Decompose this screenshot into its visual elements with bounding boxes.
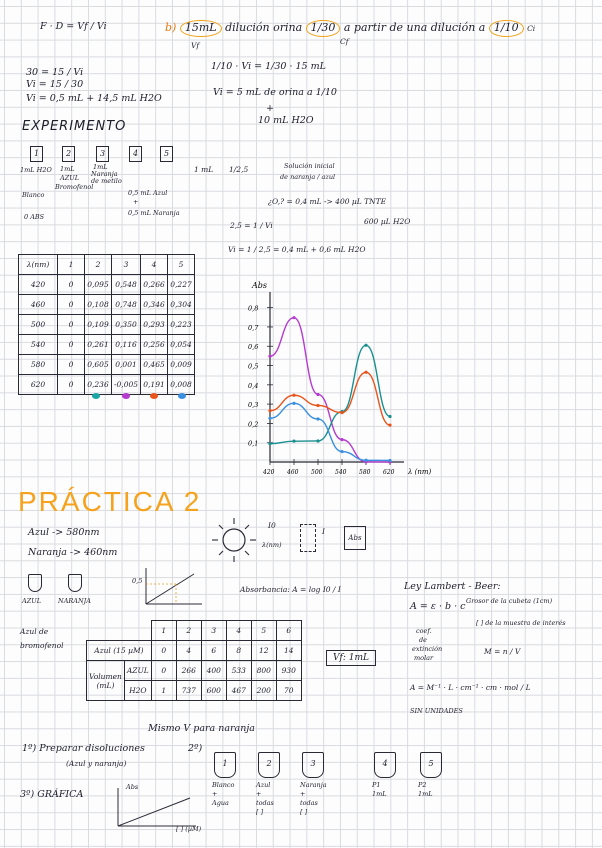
question-2: 600 µL H2O: [364, 217, 411, 226]
dilution-formula: F · D = Vf / Vi: [40, 21, 107, 32]
bottom-graph-y: Abs: [126, 783, 139, 791]
value-cell: 0,191: [141, 375, 168, 395]
tube-2-label: Azul: [256, 781, 271, 789]
value-cell: 0: [58, 295, 85, 315]
step-1b: (Azul y naranja): [66, 759, 127, 768]
mini-plot-y: 0,5: [132, 577, 143, 585]
value-cell: 0,116: [112, 335, 141, 355]
tube-2: 2: [258, 752, 280, 778]
volume-label-cell: [87, 661, 125, 701]
tube2-vol: 1mL: [60, 165, 75, 173]
eq-2: Vi = 5 mL de orina a 1/10: [213, 87, 337, 98]
column-header: 2: [176, 621, 201, 641]
solution-title-1: Solución inicial: [284, 162, 335, 170]
tube-1-label: Agua: [212, 799, 229, 807]
series-point: [340, 411, 343, 414]
series-point: [316, 439, 319, 442]
tube-4-label: 1mL: [372, 790, 387, 798]
value-cell: 0,009: [168, 355, 195, 375]
tube-4: 4: [129, 146, 142, 162]
tube3-sub: de metilo: [91, 177, 122, 185]
tube-4-label: P1: [372, 781, 381, 789]
y-tick-label: 0,7: [248, 323, 259, 332]
lambert-beer-title: Ley Lambert - Beer:: [404, 581, 501, 592]
value-cell: 0,548: [112, 275, 141, 295]
column-header: 5: [251, 621, 276, 641]
row-label-cell: Azul (15 µM): [87, 641, 152, 661]
value-cell: 200: [251, 681, 276, 701]
label-naranja: NARANJA: [58, 597, 91, 605]
law-b: Grosor de la cubeta (1cm): [466, 597, 553, 605]
value-cell: 0,605: [85, 355, 112, 375]
tube-2-label: [ ]: [256, 808, 264, 816]
tube-1-label: +: [212, 790, 218, 798]
series-point: [364, 371, 367, 374]
vf-label: Vf: [191, 41, 200, 50]
value-cell: 0: [58, 315, 85, 335]
question: ¿O,? = 0,4 mL -> 400 µL TNTE: [268, 197, 387, 206]
ci-label: Ci: [527, 24, 536, 33]
value-cell: 0: [58, 375, 85, 395]
value-cell: 3: [112, 255, 141, 275]
row-label-cell: H2O: [124, 681, 151, 701]
series-point: [268, 442, 271, 445]
x-tick-label: 620: [383, 469, 395, 476]
step-3: 3º) GRÁFICA: [20, 789, 84, 800]
fraction-circled: 1/30: [306, 20, 341, 37]
ratio: 1/2,5: [229, 165, 249, 174]
diagram-i0: I0: [268, 521, 276, 530]
table-header-row: [87, 621, 302, 641]
dilution-text: dilución orina: [225, 21, 303, 34]
value-cell: 0: [58, 335, 85, 355]
value-cell: 737: [176, 681, 201, 701]
series-line: [270, 318, 390, 462]
diagram-lambda: λ(nm): [262, 541, 282, 549]
series-point: [292, 394, 295, 397]
column-header: 1: [151, 621, 176, 641]
value-cell: 4: [176, 641, 201, 661]
step-2: 2º): [188, 743, 203, 754]
no-units: SIN UNIDADES: [410, 707, 463, 715]
tube-3-label: Naranja: [300, 781, 327, 789]
fraction2-circled: 1/10: [489, 20, 524, 37]
table-row: [19, 375, 195, 395]
series-point: [340, 438, 343, 441]
series-point: [316, 393, 319, 396]
value-cell: 2: [85, 255, 112, 275]
value-cell: 0,304: [168, 295, 195, 315]
series-point: [292, 402, 295, 405]
value-cell: 12: [251, 641, 276, 661]
cuvette-icon: [300, 524, 316, 552]
row-label-cell: AZUL: [124, 661, 151, 681]
column-header: 4: [226, 621, 251, 641]
value-cell: 930: [276, 661, 301, 681]
value-cell: 0,293: [141, 315, 168, 335]
series-point: [268, 409, 271, 412]
calc-line-3: Vi = 0,5 mL + 14,5 mL H2O: [26, 93, 162, 104]
value-cell: -0,005: [112, 375, 141, 395]
law-coef-1: coef.: [416, 627, 432, 635]
series-point: [388, 424, 391, 427]
row-label-cell: 420: [19, 275, 58, 295]
azul-side-label-2: bromofenol: [20, 641, 64, 650]
law-c: [ ] de la muestra de interés: [476, 619, 566, 627]
series-point: [364, 459, 367, 462]
series-point: [316, 404, 319, 407]
value-cell: 800: [251, 661, 276, 681]
value-cell: 0,008: [168, 375, 195, 395]
tube-4: 4: [374, 752, 396, 778]
series-point: [316, 417, 319, 420]
value-cell: 1: [151, 681, 176, 701]
value-cell: 14: [276, 641, 301, 661]
value-cell: 0,054: [168, 335, 195, 355]
row-label-cell: 540: [19, 335, 58, 355]
y-tick-label: 0,4: [248, 381, 259, 390]
tube-3: 3: [96, 146, 109, 162]
law-coef-3: extinción: [412, 645, 443, 653]
value-cell: 0,748: [112, 295, 141, 315]
value-cell: 0,346: [141, 295, 168, 315]
row-label-cell: 620: [19, 375, 58, 395]
value-cell: 0,261: [85, 335, 112, 355]
cf-label: Cf: [340, 37, 349, 46]
units-eq: A = M⁻¹ · L · cm⁻¹ · cm · mol / L: [410, 683, 531, 692]
mini-calibration-plot: [134, 566, 204, 610]
vf-box: Vf: 1mL: [326, 650, 376, 666]
tube2-name: AZUL: [60, 174, 80, 182]
y-tick-label: 0,5: [248, 362, 259, 371]
table-row: [19, 295, 195, 315]
x-tick-label: 500: [311, 469, 323, 476]
tube4-plus: +: [133, 198, 139, 206]
tube-1-label: Blanco: [212, 781, 235, 789]
table-row: [19, 335, 195, 355]
y-tick-label: 0,8: [248, 304, 259, 313]
series-dot: [150, 393, 158, 399]
value-cell: 0,109: [85, 315, 112, 335]
series-dot: [122, 393, 130, 399]
calc-1: 2,5 = 1 / Vi: [230, 221, 273, 230]
tube5-label: 1 mL: [194, 165, 214, 174]
tube-3-label: +: [300, 790, 306, 798]
amount-circled: 15mL: [180, 20, 222, 37]
azul-volume-table: [86, 620, 302, 701]
series-point: [388, 459, 391, 462]
value-cell: 0,001: [112, 355, 141, 375]
tube2-sub: Bromofenol: [55, 183, 94, 191]
series-point: [292, 440, 295, 443]
tube-2: 2: [62, 146, 75, 162]
y-tick-label: 0,1: [248, 439, 259, 448]
value-cell: 600: [201, 681, 226, 701]
experiment-title: EXPERIMENTO: [22, 119, 127, 134]
value-cell: 266: [176, 661, 201, 681]
detector-abs: Abs: [344, 526, 366, 550]
azul-side-label-1: Azul de: [20, 627, 49, 636]
absorbance-table: [18, 254, 195, 395]
eq-plus: +: [266, 103, 274, 114]
law-coef-4: molar: [414, 654, 434, 662]
eq-1: 1/10 · Vi = 1/30 · 15 mL: [211, 61, 326, 72]
practica-2-title: PRÁCTICA 2: [18, 486, 202, 517]
diagram-i: I: [322, 527, 325, 536]
lambert-beer-eq: A = ε · b · c: [410, 601, 466, 612]
calc-line-2: Vi = 15 / 30: [26, 79, 84, 90]
value-cell: 0,095: [85, 275, 112, 295]
tube-1: 1: [214, 752, 236, 778]
y-tick-label: 0,2: [248, 420, 259, 429]
empty-cell: [87, 621, 152, 641]
series-line: [270, 345, 390, 443]
absorbance-chart: [240, 281, 432, 490]
part-b-line: [165, 20, 535, 37]
value-cell: 0,236: [85, 375, 112, 395]
x-tick-label: 540: [335, 469, 347, 476]
value-cell: 4: [141, 255, 168, 275]
value-cell: 0,108: [85, 295, 112, 315]
x-tick-label: 580: [359, 469, 371, 476]
tube3-name: Naranja: [91, 170, 118, 178]
molarity: M = n / V: [484, 647, 521, 656]
table-header-row: [19, 255, 195, 275]
tube-5-label: 1mL: [418, 790, 433, 798]
value-cell: 8: [226, 641, 251, 661]
value-cell: 0,223: [168, 315, 195, 335]
tube-3: 3: [302, 752, 324, 778]
tube-2-label: +: [256, 790, 262, 798]
row-label-cell: 580: [19, 355, 58, 375]
vol-label-2: (mL): [96, 680, 115, 690]
table-row: [87, 641, 302, 661]
tube4-naranja: 0,5 mL Naranja: [128, 209, 180, 217]
mismo-v: Mismo V para naranja: [148, 723, 255, 734]
value-cell: 1: [58, 255, 85, 275]
vol-label-1: Volumen: [89, 671, 122, 681]
eq-3: 10 mL H2O: [258, 115, 314, 126]
part-b-label: b): [165, 21, 177, 34]
tube-azul-small: [28, 574, 42, 592]
value-cell: 0,350: [112, 315, 141, 335]
value-cell: 0,227: [168, 275, 195, 295]
value-cell: 467: [226, 681, 251, 701]
column-header: 3: [201, 621, 226, 641]
tube-5-label: P2: [418, 781, 427, 789]
column-header: 6: [276, 621, 301, 641]
value-cell: 0,266: [141, 275, 168, 295]
series-point: [268, 417, 271, 420]
tube1-abs: 0 ABS: [24, 213, 45, 221]
series-point: [364, 344, 367, 347]
series-point: [268, 355, 271, 358]
series-dot: [178, 393, 186, 399]
tube-3-label: todas: [300, 799, 318, 807]
series-point: [388, 415, 391, 418]
absorbance-eq: Absorbancia: A = log I0 / I: [240, 585, 341, 594]
row-label-cell: 460: [19, 295, 58, 315]
tube4-azul: 0,5 mL Azul: [128, 189, 168, 197]
tube-5: 5: [420, 752, 442, 778]
label-azul: AZUL: [22, 597, 42, 605]
law-coef-2: de: [419, 636, 428, 644]
series-point: [340, 450, 343, 453]
table-row: [19, 275, 195, 295]
solution-title-2: de naranja / azul: [280, 173, 336, 181]
y-axis-label: Abs: [252, 281, 268, 290]
calc-2: Vi = 1 / 2,5 = 0,4 mL + 0,6 mL H2O: [228, 245, 366, 254]
table-row: [87, 661, 302, 681]
value-cell: 5: [168, 255, 195, 275]
value-cell: 70: [276, 681, 301, 701]
azul-wavelength: Azul -> 580nm: [28, 527, 100, 538]
value-cell: 6: [201, 641, 226, 661]
value-cell: 0: [151, 661, 176, 681]
row-label-cell: 500: [19, 315, 58, 335]
value-cell: 0: [58, 355, 85, 375]
table-row: [19, 315, 195, 335]
tube-naranja-small: [68, 574, 82, 592]
tube3-vol: 1mL: [93, 163, 108, 171]
x-tick-label: 460: [287, 469, 299, 476]
x-tick-label: 420: [263, 469, 275, 476]
series-line: [270, 403, 390, 460]
tube-3-label: [ ]: [300, 808, 308, 816]
series-dot: [92, 393, 100, 399]
value-cell: 400: [201, 661, 226, 681]
value-cell: 0,256: [141, 335, 168, 355]
value-cell: 0: [58, 275, 85, 295]
tube-2-label: todas: [256, 799, 274, 807]
y-tick-label: 0,3: [248, 401, 259, 410]
row-label-cell: λ(nm): [19, 255, 58, 275]
naranja-wavelength: Naranja -> 460nm: [28, 547, 118, 558]
tube-5: 5: [160, 146, 173, 162]
x-axis-label: λ (nm): [408, 468, 432, 476]
y-tick-label: 0,6: [248, 343, 259, 352]
tube1-content: 1mL H2O: [20, 166, 52, 174]
step-1: 1º) Preparar disoluciones: [22, 743, 145, 754]
light-source-icon: [208, 514, 268, 564]
dilution-text-2: a partir de una dilución a: [343, 21, 486, 34]
tube-1: 1: [30, 146, 43, 162]
calc-line-1: 30 = 15 / Vi: [26, 67, 84, 78]
table-row: [19, 355, 195, 375]
bottom-graph-x: [ ] (µM): [176, 825, 202, 833]
value-cell: 533: [226, 661, 251, 681]
value-cell: 0,465: [141, 355, 168, 375]
value-cell: 0: [151, 641, 176, 661]
tube1-blanco: Blanco: [22, 191, 45, 199]
series-point: [292, 316, 295, 319]
